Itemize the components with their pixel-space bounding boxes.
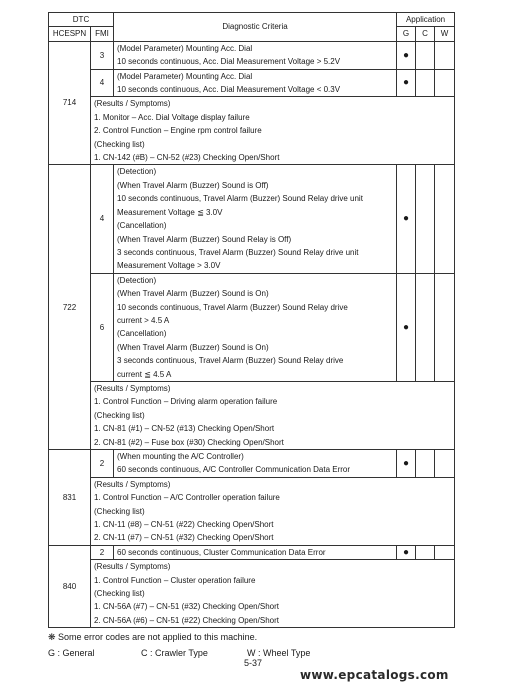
crawler-cell: [416, 273, 435, 381]
wheel-cell: [435, 69, 455, 97]
general-applicable-dot: ●: [397, 273, 416, 381]
criteria-line: (When Travel Alarm (Buzzer) Sound is Off): [117, 180, 269, 190]
criteria-line: (When mounting the A/C Controller): [117, 452, 244, 461]
criteria-line: Measurement Voltage > 3.0V: [117, 261, 221, 271]
dtc-table: [48, 12, 455, 628]
results-line: 1. CN-81 (#1) – CN-52 (#13) Checking Open/Short: [94, 424, 275, 434]
hcespn-code-722: 722: [49, 165, 91, 450]
fmi-header: FMI: [91, 27, 114, 41]
fmi-code: 4: [91, 69, 114, 97]
criteria-line: (When Travel Alarm (Buzzer) Sound is On): [117, 289, 269, 299]
legend-general: G : General: [48, 648, 95, 658]
results-line: (Results / Symptoms): [94, 562, 171, 572]
criteria-line: (Model Parameter) Mounting Acc. Dial: [117, 71, 253, 81]
results-line: 1. CN-56A (#7) – CN-51 (#32) Checking Open/Short: [94, 602, 279, 612]
criteria-line: 3 seconds continuous, Travel Alarm (Buzzer) Sound Relay drive: [117, 356, 344, 366]
wheel-cell: [435, 41, 455, 69]
criteria-line: (Model Parameter) Mounting Acc. Dial: [117, 43, 253, 53]
criteria-cell: [114, 41, 397, 69]
crawler-cell: [416, 450, 435, 478]
general-applicable-dot: ●: [397, 165, 416, 273]
general-applicable-dot: ●: [397, 69, 416, 97]
results-line: (Checking list): [94, 506, 145, 516]
wheel-cell: [435, 450, 455, 478]
results-line: 1. CN-142 (#B) – CN-52 (#23) Checking Open/Short: [94, 153, 280, 163]
w-header: W: [435, 27, 455, 41]
application-header: Application: [397, 13, 455, 27]
criteria-line: (When Travel Alarm (Buzzer) Sound Relay is Off): [117, 234, 292, 244]
legend-wheel: W : Wheel Type: [247, 648, 311, 658]
results-line: (Results / Symptoms): [94, 479, 171, 489]
criteria-cell: [114, 545, 397, 559]
results-line: (Checking list): [94, 410, 145, 420]
criteria-line: (Cancellation): [117, 221, 167, 231]
criteria-line: (When Travel Alarm (Buzzer) Sound is On): [117, 342, 269, 352]
general-applicable-dot: ●: [397, 545, 416, 559]
c-header: C: [416, 27, 435, 41]
applicability-note: ❋ Some error codes are not applied to this machine.: [48, 632, 258, 642]
results-line: 2. CN-11 (#7) – CN-51 (#32) Checking Open/Short: [94, 533, 274, 543]
criteria-line: 10 seconds continuous, Travel Alarm (Buzzer) Sound Relay drive unit: [117, 194, 363, 204]
criteria-line: 10 seconds continuous, Acc. Dial Measurement Voltage > 5.2V: [117, 57, 341, 67]
diagnostic-criteria-header: Diagnostic Criteria: [114, 13, 397, 42]
crawler-cell: [416, 69, 435, 97]
results-line: 2. CN-56A (#6) – CN-51 (#22) Checking Open/Short: [94, 615, 279, 625]
criteria-cell: [114, 69, 397, 97]
fmi-code: 4: [91, 165, 114, 273]
results-line: 2. CN-81 (#2) – Fuse box (#30) Checking Open/Short: [94, 437, 284, 447]
results-line: (Checking list): [94, 589, 145, 599]
criteria-line: (Cancellation): [117, 329, 167, 339]
wheel-cell: [435, 165, 455, 273]
criteria-line: 3 seconds continuous, Travel Alarm (Buzzer) Sound Relay drive unit: [117, 247, 359, 257]
general-applicable-dot: ●: [397, 450, 416, 478]
hcespn-header: HCESPN: [49, 27, 91, 41]
page-number: 5-37: [244, 658, 263, 668]
criteria-line: Measurement Voltage ≦ 3.0V: [117, 207, 223, 217]
criteria-cell: [114, 450, 397, 478]
crawler-cell: [416, 545, 435, 559]
g-header: G: [397, 27, 416, 41]
watermark-url: www.epcatalogs.com: [300, 668, 449, 682]
criteria-line: (Detection): [117, 167, 157, 177]
hcespn-code-831: 831: [49, 450, 91, 546]
criteria-line: current ≦ 4.5 A: [117, 369, 172, 379]
criteria-line: 60 seconds continuous, Cluster Communication Data Error: [117, 547, 326, 557]
criteria-line: 60 seconds continuous, A/C Controller Communication Data Error: [117, 465, 351, 475]
results-line: 1. CN-11 (#8) – CN-51 (#22) Checking Open/Short: [94, 520, 274, 530]
results-line: 2. Control Function – Engine rpm control failure: [94, 126, 262, 136]
results-line: (Checking list): [94, 139, 145, 149]
general-applicable-dot: ●: [397, 41, 416, 69]
hcespn-code-840: 840: [49, 545, 91, 627]
criteria-line: current > 4.5 A: [117, 315, 170, 325]
legend-crawler: C : Crawler Type: [141, 648, 208, 658]
results-checking-cell: [91, 477, 455, 545]
results-checking-cell: [91, 381, 455, 449]
fmi-code: 6: [91, 273, 114, 381]
fmi-code: 2: [91, 545, 114, 559]
criteria-cell: [114, 165, 397, 273]
fmi-code: 2: [91, 450, 114, 478]
wheel-cell: [435, 545, 455, 559]
criteria-cell: [114, 273, 397, 381]
results-line: 1. Monitor – Acc. Dial Voltage display failure: [94, 112, 250, 122]
results-checking-cell: [91, 97, 455, 165]
results-checking-cell: [91, 560, 455, 628]
criteria-line: 10 seconds continuous, Travel Alarm (Buzzer) Sound Relay drive: [117, 302, 348, 312]
criteria-line: (Detection): [117, 275, 157, 285]
wheel-cell: [435, 273, 455, 381]
fmi-code: 3: [91, 41, 114, 69]
results-line: (Results / Symptoms): [94, 383, 171, 393]
crawler-cell: [416, 165, 435, 273]
results-line: (Results / Symptoms): [94, 99, 171, 109]
results-line: 1. Control Function – Cluster operation failure: [94, 575, 256, 585]
dtc-header: DTC: [49, 13, 114, 27]
criteria-line: 10 seconds continuous, Acc. Dial Measurement Voltage < 0.3V: [117, 85, 341, 95]
results-line: 1. Control Function – Driving alarm operation failure: [94, 397, 278, 407]
crawler-cell: [416, 41, 435, 69]
hcespn-code-714: 714: [49, 41, 91, 165]
results-line: 1. Control Function – A/C Controller operation failure: [94, 493, 280, 503]
